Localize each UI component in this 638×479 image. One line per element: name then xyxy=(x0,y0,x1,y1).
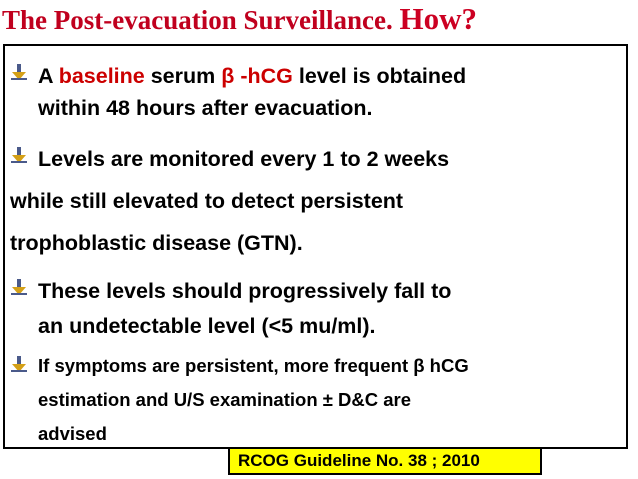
arrow-down-bullet-icon xyxy=(10,278,28,296)
arrow-down-bullet-icon xyxy=(10,63,28,81)
bullet-2-line-3: trophoblastic disease (GTN). xyxy=(10,231,303,255)
title-how: How? xyxy=(399,1,477,36)
reference-label: RCOG Guideline No. 38 ; 2010 xyxy=(228,447,542,475)
text-segment: serum xyxy=(144,64,222,88)
highlight-beta-hcg: β -hCG xyxy=(221,64,293,88)
bullet-1-line-2: within 48 hours after evacuation. xyxy=(38,96,373,120)
bullet-4-line-3: advised xyxy=(38,423,107,444)
text-segment: A xyxy=(38,64,59,88)
text-segment: level is obtained xyxy=(292,64,467,88)
bullet-4-line-2: estimation and U/S examination ± D&C are xyxy=(38,389,412,410)
title-main: The Post-evacuation Surveillance. xyxy=(2,5,393,35)
slide-title xyxy=(2,2,636,37)
arrow-down-bullet-icon xyxy=(10,146,28,164)
arrow-down-bullet-icon xyxy=(10,355,28,373)
bullet-3-line-1: These levels should progressively fall to xyxy=(38,279,452,303)
bullet-2-line-2: while still elevated to detect persistent xyxy=(10,189,404,213)
highlight-baseline: baseline xyxy=(58,64,145,88)
bullet-2-line-1: Levels are monitored every 1 to 2 weeks xyxy=(38,147,450,171)
bullet-1-line-1 xyxy=(38,63,466,89)
bullet-4-line-1: If symptoms are persistent, more frequent β hCG xyxy=(38,355,469,376)
bullet-3-line-2: an undetectable level (<5 mu/ml). xyxy=(38,314,376,338)
